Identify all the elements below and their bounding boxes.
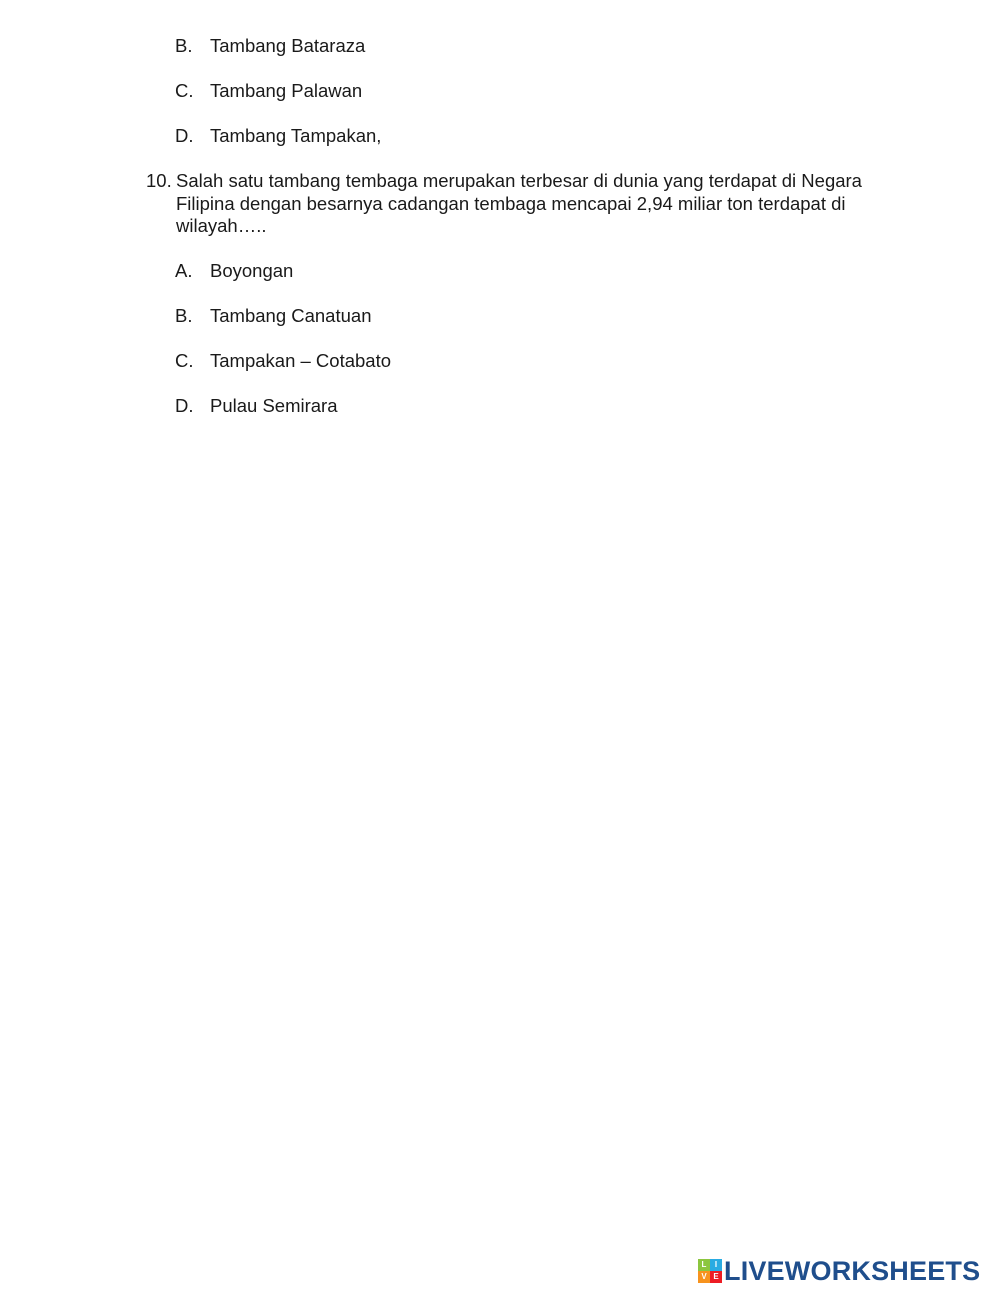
- option-letter: C.: [175, 350, 194, 371]
- logo-tile-e: E: [710, 1271, 722, 1283]
- option-text: Tampakan – Cotabato: [210, 350, 392, 371]
- option-c: [175, 350, 391, 372]
- option-letter: A.: [175, 260, 193, 281]
- option-text: Boyongan: [210, 260, 294, 281]
- option-text: Tambang Canatuan: [210, 305, 372, 326]
- option-letter: D.: [175, 395, 194, 416]
- option-letter: C.: [175, 80, 194, 101]
- liveworksheets-logo: [698, 1256, 980, 1286]
- option-d: [175, 395, 338, 417]
- option-c-prev: [175, 80, 362, 102]
- option-d-prev: [175, 125, 381, 147]
- option-letter: B.: [175, 35, 193, 56]
- option-text: Tambang Bataraza: [210, 35, 366, 56]
- option-letter: B.: [175, 305, 193, 326]
- question-text: Salah satu tambang tembaga merupakan terbesar di dunia yang terdapat di Negara Filipina dengan besarnya cadangan tembaga mencapai 2,94 miliar ton terdapat di wilayah…..: [176, 170, 862, 236]
- live-logo-icon: [698, 1259, 722, 1283]
- logo-tile-l: L: [698, 1259, 710, 1271]
- option-text: Tambang Tampakan,: [210, 125, 382, 146]
- logo-tile-i: I: [710, 1259, 722, 1271]
- logo-tile-v: V: [698, 1271, 710, 1283]
- option-b: [175, 305, 371, 327]
- option-b-prev: [175, 35, 365, 57]
- question-10: [146, 170, 866, 238]
- option-text: Pulau Semirara: [210, 395, 338, 416]
- option-a: [175, 260, 293, 282]
- option-letter: D.: [175, 125, 194, 146]
- brand-name: LIVEWORKSHEETS: [724, 1256, 981, 1286]
- question-number: 10.: [146, 170, 172, 191]
- option-text: Tambang Palawan: [210, 80, 363, 101]
